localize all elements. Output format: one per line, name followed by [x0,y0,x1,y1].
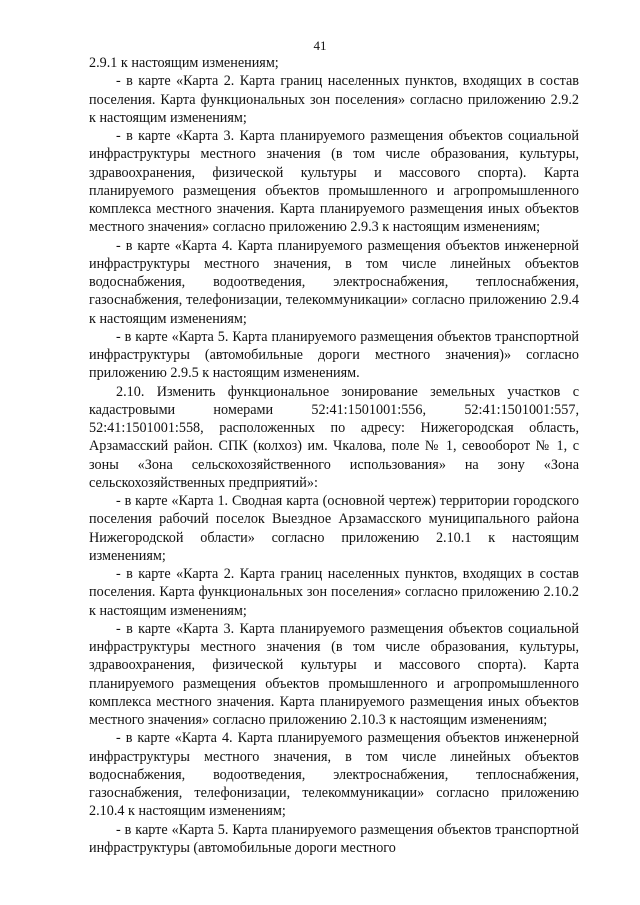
paragraph-map-5: - в карте «Карта 5. Карта планируемого размещения объектов транспортной инфраструктуры (автомобильные дороги местного [89,821,579,856]
paragraph-map-3: - в карте «Карта 3. Карта планируемого размещения объектов социальной инфраструктуры местного значения (в том числе образования, культуры, здравоохранения, физической культуры и массового спорта). Карта планируемого размещения объектов промышленного и агропромышленного комплекса местного значения. Карта планируемого размещения иных объектов местного значения» согласно приложению 2.10.3 к настоящим изменениям; [89,620,579,728]
paragraph-section-2-10: 2.10. Изменить функциональное зонирование земельных участков с кадастровыми номерами 52:41:1501001:556, 52:41:1501001:557, 52:41:1501001:558, расположенных по адресу: Нижегородская область, Арзамасский район. СПК (колхоз) им. Чкалова, поле № 1, севооборот № 1, с зоны «Зона сельскохозяйственного использования» на зону «Зона сельскохозяйственных предприятий»: [89,383,579,491]
paragraph-map-4: - в карте «Карта 4. Карта планируемого размещения объектов инженерной инфраструктуры местного значения, в том числе линейных объектов водоснабжения, водоотведения, электроснабжения, теплоснабжения, газоснабжения, телефонизации, телекоммуникации» согласно приложению 2.9.4 к настоящим изменениям; [89,237,579,327]
paragraph-map-4: - в карте «Карта 4. Карта планируемого размещения объектов инженерной инфраструктуры местного значения, в том числе линейных объектов водоснабжения, водоотведения, электроснабжения, теплоснабжения, газоснабжения, телефонизации, телекоммуникации» согласно приложению 2.10.4 к настоящим изменениям; [89,730,579,820]
paragraph-map-1: - в карте «Карта 1. Сводная карта (основной чертеж) территории городского поселения рабочий поселок Выездное Арзамасского муниципального района Нижегородской области» согласно приложению 2.10.1 к настоящим изменениям; [89,493,579,564]
page-number: 41 [313,38,327,53]
paragraph-map-5: - в карте «Карта 5. Карта планируемого размещения объектов транспортной инфраструктуры (автомобильные дороги местного значения)» согласно приложению 2.9.5 к настоящим изменениям. [89,328,579,382]
paragraph-map-3: - в карте «Карта 3. Карта планируемого размещения объектов социальной инфраструктуры местного значения (в том числе образования, культуры, здравоохранения, физической культуры и массового спорта). Карта планируемого размещения объектов промышленного и агропромышленного комплекса местного значения. Карта планируемого размещения иных объектов местного значения» согласно приложению 2.9.3 к настоящим изменениям; [89,128,579,236]
document-body [89,54,579,857]
paragraph-map-2: - в карте «Карта 2. Карта границ населенных пунктов, входящих в состав поселения. Карта функциональных зон поселения» согласно приложению 2.9.2 к настоящим изменениям; [89,73,579,126]
paragraph-map-2: - в карте «Карта 2. Карта границ населенных пунктов, входящих в состав поселения. Карта функциональных зон поселения» согласно приложению 2.10.2 к настоящим изменениям; [89,566,579,619]
paragraph-continuation: 2.9.1 к настоящим изменениям; [89,55,279,71]
